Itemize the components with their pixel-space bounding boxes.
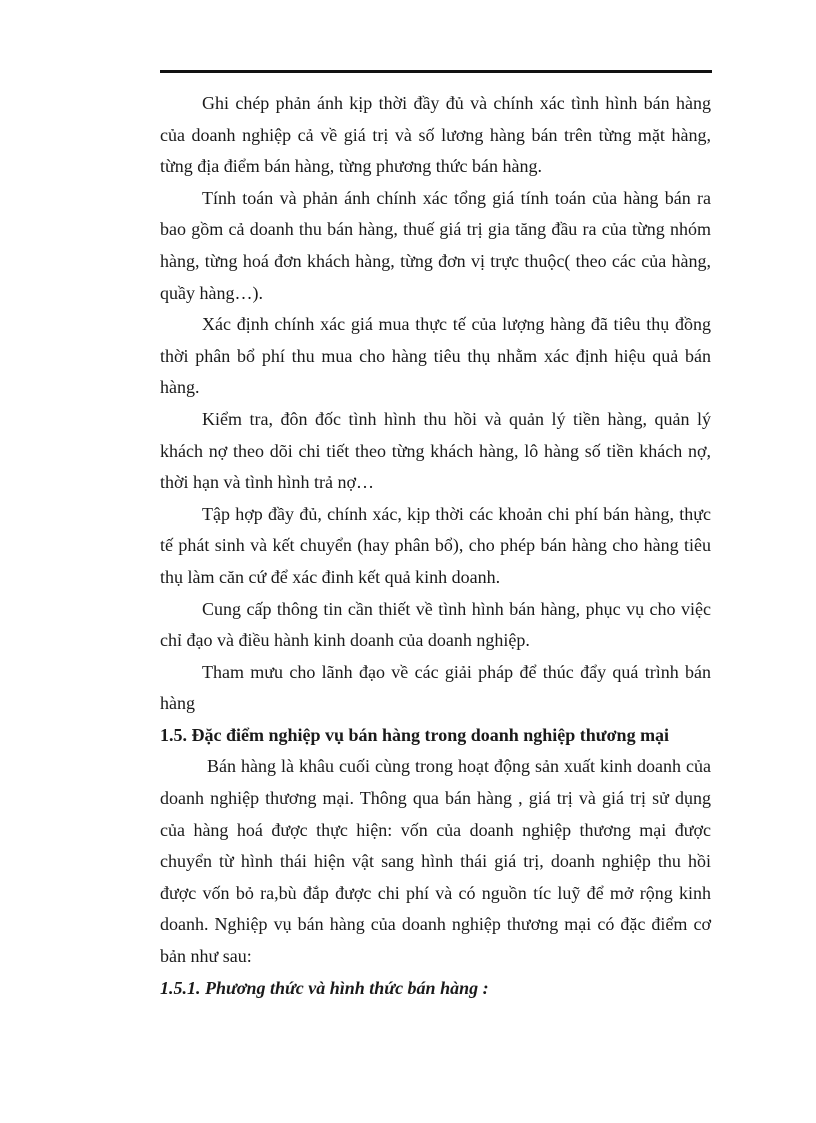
- paragraph-sales-recording: Ghi chép phản ánh kịp thời đầy đủ và chính xác tình hình bán hàng của doanh nghiệp cả về giá trị và số lương hàng bán trên từng mặt hàng, từng địa điểm bán hàng, từng phương thức bán hàng.: [160, 93, 711, 177]
- paragraph-price-calculation: Tính toán và phản ánh chính xác tổng giá tính toán của hàng bán ra bao gồm cả doanh thu bán hàng, thuế giá trị gia tăng đầu ra của từng nhóm hàng, từng hoá đơn khách hàng, từng đơn vị trực thuộc( theo các của hàng, quầy hàng…).: [160, 187, 711, 303]
- section-heading: 1.5. Đặc điểm nghiệp vụ bán hàng trong doanh nghiệp thương mại: [160, 724, 670, 745]
- paragraph-sales-costs: Tập hợp đầy đủ, chính xác, kịp thời các khoản chi phí bán hàng, thực tế phát sinh và kết chuyển (hay phân bổ), cho phép bán hàng cho hàng tiêu thụ làm căn cứ để xác đinh kết quả kinh doanh.: [160, 503, 711, 587]
- paragraph-section-intro: Bán hàng là khâu cuối cùng trong hoạt động sản xuất kinh doanh của doanh nghiệp thương mại. Thông qua bán hàng , giá trị và giá trị sử dụng của hàng hoá được thực hiện: vốn của doanh nghiệp thương mại được chuyển từ hình thái hiện vật sang hình thái giá trị, doanh nghiệp thu hồi được vốn bỏ ra,bù đắp được chi phí và có nguồn tíc luỹ để mở rộng kinh doanh. Nghiệp vụ bán hàng của doanh nghiệp thương mại có đặc điểm cơ bản như sau:: [160, 756, 711, 967]
- header-rule: [160, 70, 712, 73]
- paragraph-information-supply: Cung cấp thông tin cần thiết về tình hình bán hàng, phục vụ cho việc chỉ đạo và điều hành kinh doanh của doanh nghiệp.: [160, 598, 711, 651]
- paragraph-debt-collection: Kiểm tra, đôn đốc tình hình thu hồi và quản lý tiền hàng, quản lý khách nợ theo dõi chi tiết theo từng khách hàng, lô hàng số tiền khách nợ, thời hạn và tình hình trả nợ…: [160, 408, 711, 493]
- paragraph-advisory: Tham mưu cho lãnh đạo về các giải pháp để thúc đẩy quá trình bán hàng: [160, 661, 711, 714]
- document-body: [160, 88, 711, 1004]
- subsection-heading: 1.5.1. Phương thức và hình thức bán hàng :: [160, 977, 489, 998]
- paragraph-purchase-price: Xác định chính xác giá mua thực tế của lượng hàng đã tiêu thụ đồng thời phân bổ phí thu mua cho hàng tiêu thụ nhằm xác định hiệu quả bán hàng.: [160, 314, 711, 398]
